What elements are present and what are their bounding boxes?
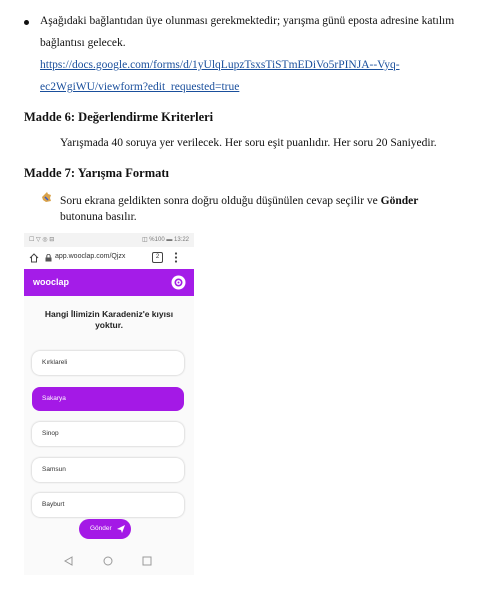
status-icons-left: ☐ ▽ ◎ ⊟ [29, 237, 55, 243]
step-line-2: butonuna basılır. [60, 211, 137, 223]
bullet-line-1: Aşağıdaki bağlantıdan üye olunması gerekmektedir; yarışma günü eposta adresine katılım [40, 15, 455, 27]
send-label: Gönder [90, 525, 112, 532]
tabs-icon[interactable]: 2 [152, 252, 163, 263]
answer-option[interactable]: Sinop [32, 422, 184, 446]
more-icon[interactable] [174, 252, 178, 263]
form-link-line-1[interactable]: https://docs.google.com/forms/d/1yUlqLupzTsxsTiSTmEDiVo5rPINJA--Vyq- [40, 59, 400, 71]
answer-option[interactable]: Samsun [32, 458, 184, 482]
status-icons-right: ◫ %100 ▬ 13:22 [141, 237, 189, 243]
wooclap-logo: wooclap [33, 277, 70, 287]
send-button[interactable] [79, 519, 131, 539]
heading-madde-7: Madde 7: Yarışma Formatı [24, 166, 169, 180]
form-link-line-2[interactable]: ec2WgiWU/viewform?edit_requested=true [40, 81, 240, 93]
answer-option-selected[interactable]: Sakarya [32, 387, 184, 411]
bullet-dot [24, 20, 29, 25]
recent-square-icon[interactable] [142, 556, 152, 566]
home-circle-icon[interactable] [103, 556, 113, 566]
phone-screenshot [24, 233, 194, 575]
android-nav-bar [24, 547, 194, 575]
back-icon[interactable] [64, 556, 73, 566]
pointer-hand-icon [40, 191, 52, 203]
lock-icon [45, 254, 52, 262]
wooclap-header [24, 269, 194, 296]
heading-madde-6: Madde 6: Değerlendirme Kriterleri [24, 110, 214, 124]
home-icon[interactable] [29, 253, 39, 263]
gear-icon[interactable] [171, 275, 186, 290]
status-bar [24, 233, 194, 247]
step-send-bold: Gönder [380, 195, 419, 207]
url-text[interactable]: app.wooclap.com/Qjzx [55, 253, 126, 260]
question-text: Hangi İlimizin Karadeniz'e kıyısı yoktur. [44, 309, 174, 330]
madde-6-paragraph: Yarışmada 40 soruya yer verilecek. Her soru eşit puanlıdır. Her soru 20 Saniyedir. [60, 137, 437, 149]
bullet-line-2: bağlantısı gelecek. [40, 37, 126, 49]
browser-url-bar [24, 247, 194, 270]
send-icon [117, 525, 125, 533]
answer-option[interactable]: Bayburt [32, 493, 184, 517]
step-text: Soru ekrana geldikten sonra doğru olduğu düşünülen cevap seçilir ve [60, 195, 381, 207]
answer-option[interactable]: Kırklareli [32, 351, 184, 375]
